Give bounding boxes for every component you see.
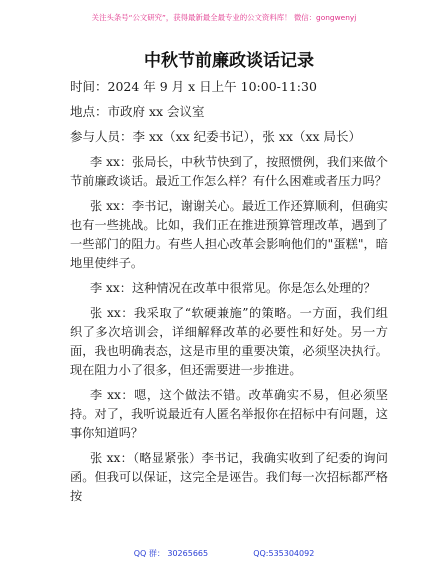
footer-qq: QQ:535304092 xyxy=(253,549,315,558)
dialogue-paragraph: 张 xx：李书记，谢谢关心。最近工作还算顺利，但确实也有一些挑战。比如，我们正在推进预算管理改革，遇到了一些部门的阻力。有些人担心改革会影响他们的"蛋糕"，暗地里使绊子。 xyxy=(70,199,388,270)
header-banner: 关注头条号“公文研究”，获得最新最全最专业的公文资料库！ 微信：gongwenyj xyxy=(91,13,357,22)
dialogue-paragraph: 李 xx：这种情况在改革中很常见。你是怎么处理的？ xyxy=(90,281,376,295)
dialogue-paragraph: 李 xx：张局长，中秋节快到了，按照惯例，我们来做个节前廉政谈话。最近工作怎么样？有什么困难或者压力吗？ xyxy=(70,155,388,188)
dialogue-paragraph: 李 xx：嗯，这个做法不错。改革确实不易，但必须坚持。对了，我听说最近有人匿名举报你在招标中有问题，这事你知道吗？ xyxy=(70,388,388,440)
meeting-participants: 参与人员：李 xx（xx 纪委书记），张 xx（xx 局长） xyxy=(70,129,362,144)
footer-qq-group: QQ 群： 30265665 xyxy=(133,549,209,558)
footer-contact xyxy=(0,548,448,559)
meeting-place: 地点：市政府 xx 会议室 xyxy=(70,104,205,119)
meeting-time: 时间：2024 年 9 月 x 日上午 10:00-11:30 xyxy=(70,79,317,94)
dialogue-paragraph: 张 xx：（略显紧张）李书记，我确实收到了纪委的询问函。但我可以保证，这完全是诬告。我们每一次招标都严格按 xyxy=(70,451,388,503)
document-title: 中秋节前廉政谈话记录 xyxy=(144,51,314,71)
dialogue-paragraph: 张 xx：我采取了“软硬兼施”的策略。一方面，我们组织了多次培训会，详细解释改革的必要性和好处。另一方面，我也明确表态，这是市里的重要决策，必须坚决执行。现在阻力小了很多，但还需要进一步推进。 xyxy=(70,306,388,377)
document-body xyxy=(70,50,388,512)
